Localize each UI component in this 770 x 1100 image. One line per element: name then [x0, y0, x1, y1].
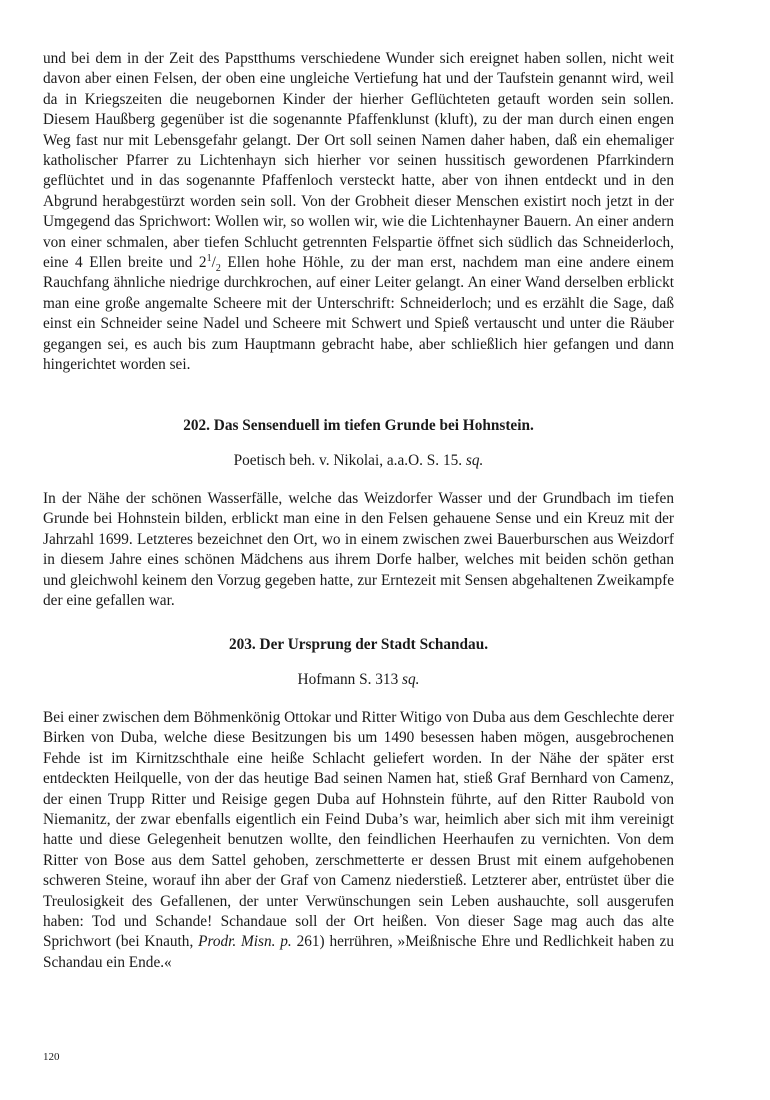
- paragraph-text-part1: und bei dem in der Zeit des Papstthums verschiedene Wunder sich ereignet haben sollen, nicht weit davon aber einen Felsen, der oben eine ungleiche Vertiefung hat und der Taufstein genannt wird, weil da in Kriegszeiten die neugebornen Kinder der hierher Geflüchteten getauft worden sein sollen. Diesem Haußberg gegenüber ist die sogenannte Pfaffenklunst (kluft), zu der man durch einen engen Weg fast nur mit Lebensgefahr gelangt. Der Ort soll seinen Namen daher haben, daß ein ehemaliger katholischer Pfarrer zu Lichtenhayn sich hierher vor seinen hussitisch gewordenen Pfarrkindern geflüchtet und in das sogenannte Pfaffenloch versteckt hatte, aber von ihnen entdeckt und in den Abgrund herabgestürzt worden sein soll. Von der Grobheit dieser Menschen existirt noch jetzt in der Umgegend das Sprichwort: Wollen wir, so wollen wir, wie die Lichtenhayner Bauern. An einer andern von einer schmalen, aber tiefen Schlucht getrennten Felspartie öffnet sich südlich das Schneiderloch, eine 4 Ellen breite und: [43, 50, 674, 272]
- body-italic-reference: Prodr. Misn. p.: [198, 933, 292, 951]
- fraction-denominator: 2: [215, 263, 221, 275]
- section-203-heading: 203. Der Ursprung der Stadt Schandau.: [228, 636, 489, 653]
- section-203-source: [43, 670, 674, 690]
- body-text-part2: 261) herrühren, »Meißnische Ehre und Redlichkeit haben zu Schandau ein Ende.«: [43, 933, 674, 971]
- section-202-body: In der Nähe der schönen Wasserfälle, welche das Weizdorfer Wasser und der Grundbach im tiefen Grunde bei Hohnstein bilden, erblickt man eine in den Felsen gehauene Sense und ein Kreuz mit der Jahrzahl 1699. Letzteres bezeichnet den Ort, wo in einem zwischen zwei Bauerburschen aus Weizdorf in diesem Jahre eines schönen Mädchens aus ihrem Dorfe halber, welches mit beiden schön gethan und gleichwohl keinem den Vorzug gegeben hatte, zur Erntezeit mit Sensen abgehaltenen Zweikampfe der eine gefallen war.: [43, 490, 674, 610]
- page-number: 120: [43, 1051, 60, 1063]
- section-203-body: [43, 708, 674, 973]
- source-text: Poetisch beh. v. Nikolai, a.a.O. S. 15.: [233, 452, 466, 469]
- source-italic: sq.: [402, 671, 420, 688]
- section-202-heading: 202. Das Sensenduell im tiefen Grunde bei Hohnstein.: [183, 417, 534, 434]
- section-202-source: [43, 451, 674, 471]
- fraction-whole: 2: [198, 254, 207, 272]
- fraction-numerator: 1: [206, 252, 212, 264]
- source-italic: sq.: [465, 452, 484, 469]
- source-text: Hofmann S. 313: [297, 671, 403, 688]
- fraction-slash: /: [211, 254, 216, 272]
- body-text-part1: Bei einer zwischen dem Böhmenkönig Ottokar und Ritter Witigo von Duba aus dem Geschlechte derer Birken von Duba, welche diese Besitzungen bis um 1490 besessen haben mögen, ausgebrochenen Fehde ist im Kirnitzschthale eine heiße Schlacht geliefert worden. In der Nähe der später erst entdeckten Heilquelle, von der das heutige Bad seinen Namen hat, stieß Graf Bernhard von Camenz, der einen Trupp Ritter und Reisige gegen Duba auf Hohnstein führte, auf den Ritter Raubold von Niemanitz, der zwar ebenfalls eigentlich ein Feind Duba’s war, heimlich aber sich mit ihm vereinigt hatte und diese Gelegenheit benutzen wollte, den feindlichen Heerhaufen zu vernichten. Von dem Ritter von Bose aus dem Sattel gehoben, zerschmetterte er dessen Brust mit einem aufgehobenen schweren Steine, worauf ihn aber der Graf von Camenz niederstieß. Letzterer aber, entrüstet über die Treulosigkeit des Gefallenen, der unter Verwünschungen sein Leben aushauchte, soll ausgerufen haben: Tod und Schande! Schandaue soll der Ort heißen. Von dieser Sage mag auch das alte Sprichwort (bei Knauth,: [43, 709, 674, 951]
- paragraph-text-part2: Ellen hohe Höhle, zu der man erst, nachdem man eine andere einem Rauchfang ähnliche niedrige durchkrochen, auf einer Leiter gelangt. An einer Wand derselben erblickt man eine große angemalte Scheere mit der Unterschrift: Schneiderloch; und es erzählt die Sage, daß einst ein Schneider seine Nadel und Scheere mit Schwert und Spieß vertauscht und unter die Räuber gegangen sei, es auch bis zum Hauptmann gebracht habe, aber schließlich hier gefangen und dann hingerichtet worden sei.: [43, 254, 675, 374]
- continuation-paragraph: [43, 49, 674, 376]
